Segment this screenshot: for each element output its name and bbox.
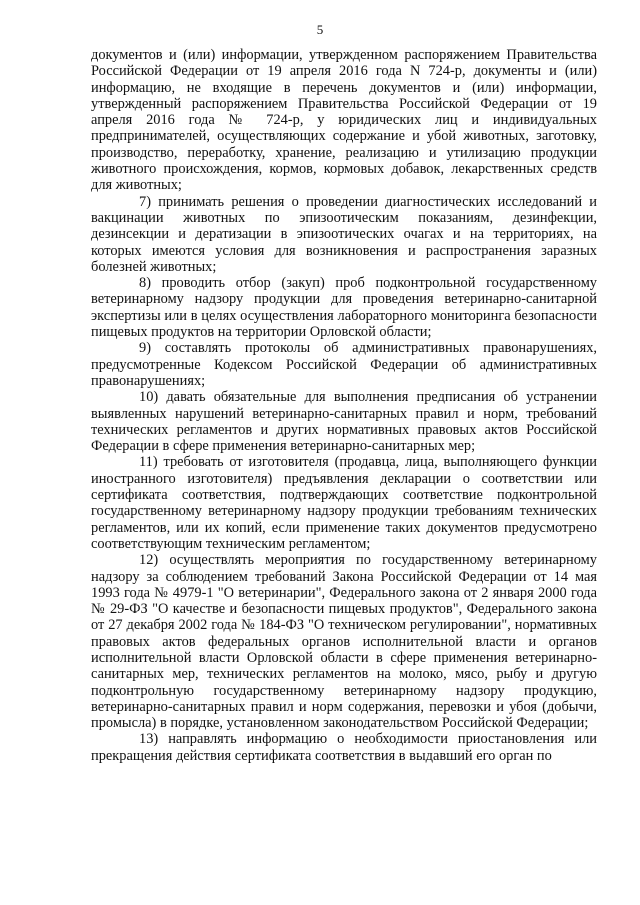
body-text <box>91 47 597 764</box>
paragraph-item-11: 11) требовать от изготовителя (продавца, лица, выполняющего функции иностранного изготовителя) предъявления декларации о соответствии или сертификата соответствия, подтверждающих соответствие подконтрольной государственному ветеринарному надзору продукции требованиям технических регламентов, или их копий, если применение таких документов предусмотрено соответствующим техническим регламентом; <box>91 454 597 552</box>
paragraph-item-12: 12) осуществлять мероприятия по государственному ветеринарному надзору за соблюдением требований Закона Российской Федерации от 14 мая 1993 года № 4979-1 "О ветеринарии", Федерального закона от 2 января 2000 года № 29-ФЗ "О качестве и безопасности пищевых продуктов", Федерального закона от 27 декабря 2002 года № 184-ФЗ "О техническом регулировании", нормативных правовых актов федеральных органов исполнительной власти и органов исполнительной власти Орловской области в сфере применения ветеринарно-санитарных мер, технических регламентов на молоко, мясо, рыбу и другую подконтрольную государственному ветеринарному надзору продукцию, ветеринарно-санитарных правил и норм содержания, перевозки и убоя (добычи, промысла) в порядке, установленном законодательством Российской Федерации; <box>91 552 597 732</box>
paragraph-item-7: 7) принимать решения о проведении диагностических исследований и вакцинации животных по эпизоотическим показаниям, дезинфекции, дезинсекции и дератизации в эпизоотических очагах и на территориях, на которых имеются условия для возникновения и распространения заразных болезней животных; <box>91 193 597 275</box>
paragraph-item-13: 13) направлять информацию о необходимости приостановления или прекращения действия сертификата соответствия в выдавший его орган по <box>91 731 597 764</box>
page-number: 5 <box>316 22 324 37</box>
paragraph-item-8: 8) проводить отбор (закуп) проб подконтрольной государственному ветеринарному надзору продукции для проведения ветеринарно-санитарной экспертизы или в целях осуществления лабораторного мониторинга безопасности пищевых продуктов на территории Орловской области; <box>91 275 597 341</box>
paragraph-item-9: 9) составлять протоколы об административных правонарушениях, предусмотренные Кодексом Российской Федерации об административных правонарушениях; <box>91 340 597 389</box>
paragraph-item-10: 10) давать обязательные для выполнения предписания об устранении выявленных нарушений ветеринарно-санитарных правил и норм, требований технических регламентов и других нормативных правовых актов Российской Федерации в сфере применения ветеринарно-санитарных мер; <box>91 389 597 455</box>
paragraph-continuation: документов и (или) информации, утвержденном распоряжением Правительства Российской Федерации от 19 апреля 2016 года N 724-р, документы и (или) информацию, не входящие в перечень документов и (или) информации, утвержденный распоряжением Правительства Российской Федерации от 19 апреля 2016 года № 724-р, у юридических лиц и индивидуальных предпринимателей, осуществляющих содержание и убой животных, заготовку, производство, переработку, хранение, реализацию и утилизацию продукции животного происхождения, кормов, кормовых добавок, лекарственных средств для животных; <box>91 47 597 194</box>
